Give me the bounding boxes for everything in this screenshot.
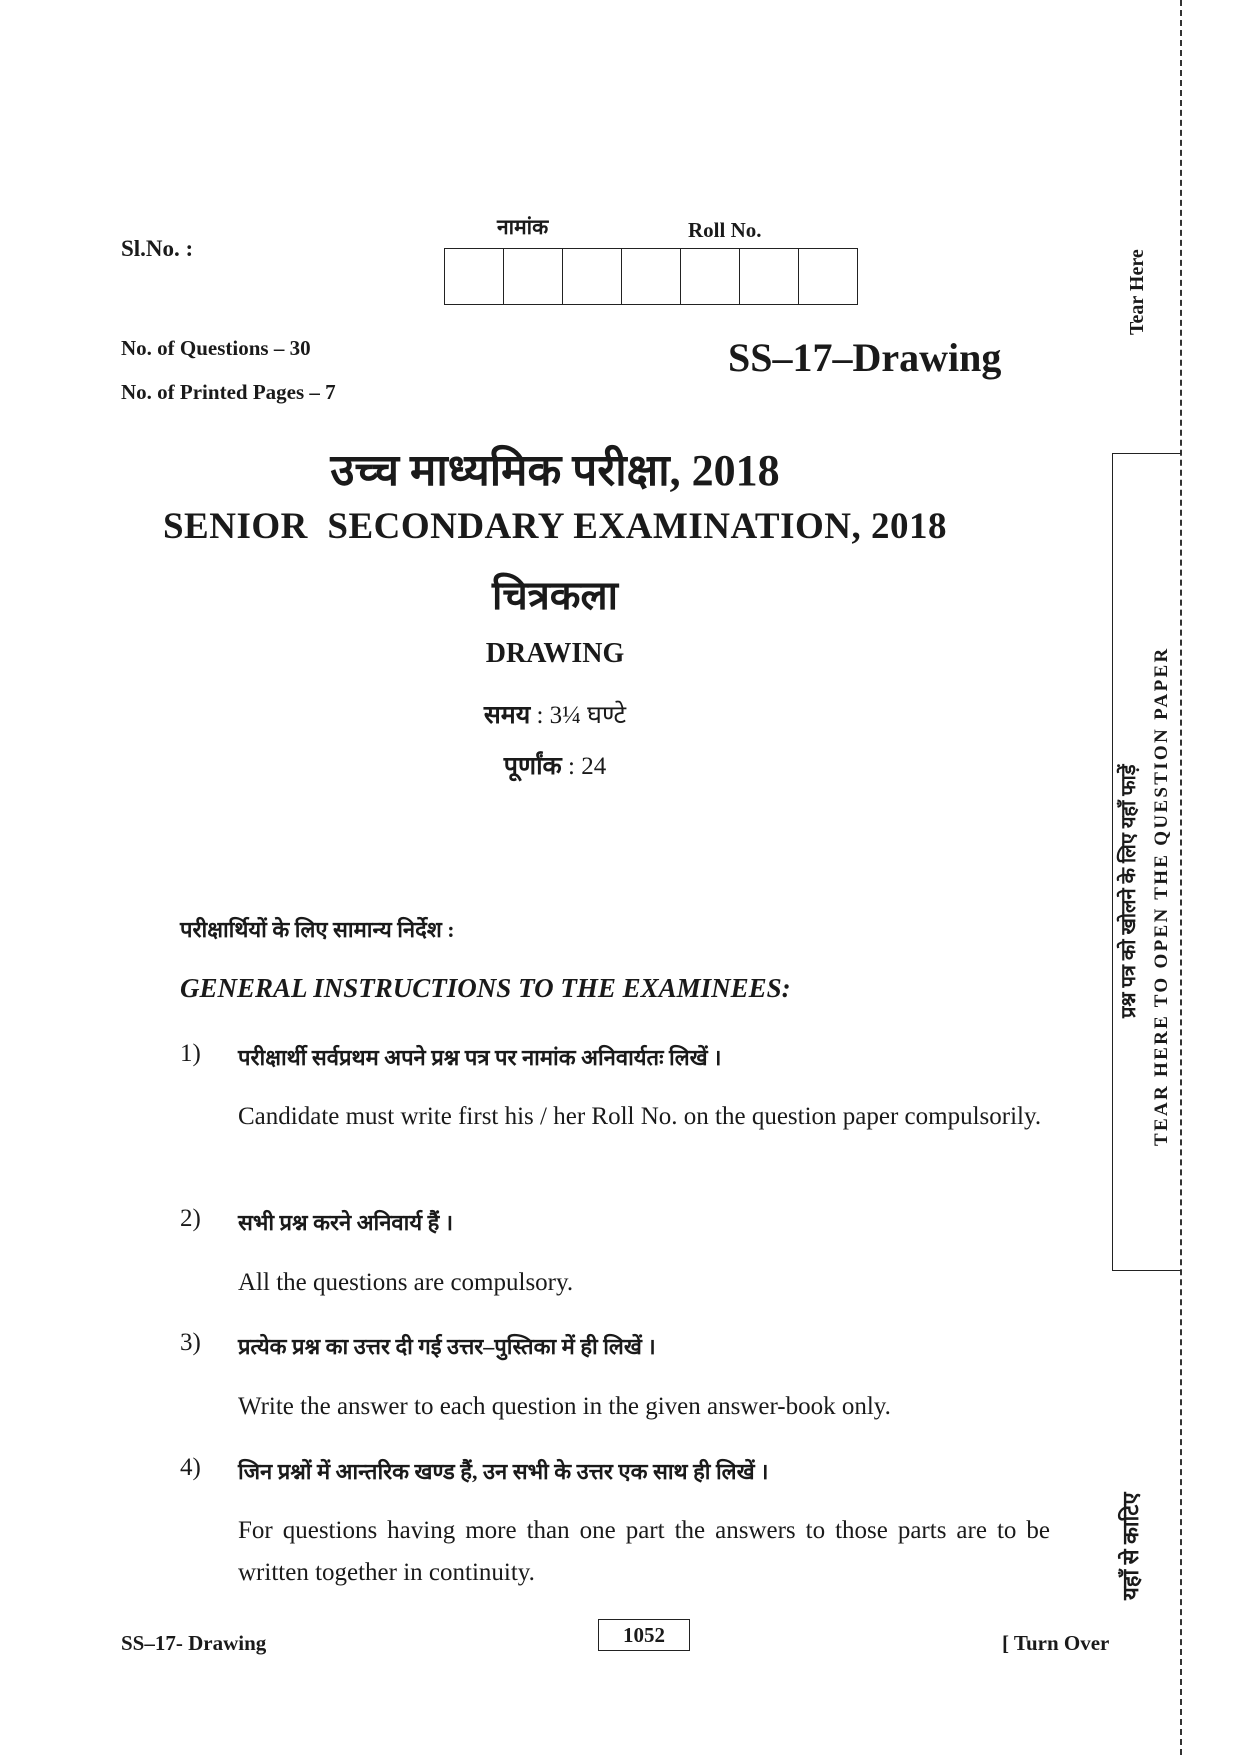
page-code-box: 1052	[598, 1619, 690, 1651]
instruction-number: 4)	[180, 1454, 201, 1481]
roll-digit-box[interactable]	[563, 249, 622, 304]
instructions-heading-hindi: परीक्षार्थियों के लिए सामान्य निर्देश :	[180, 917, 455, 942]
instruction-number: 2)	[180, 1205, 201, 1232]
instruction-english: Write the answer to each question in the given answer-book only.	[238, 1393, 891, 1420]
turn-over-label: [ Turn Over	[1002, 1631, 1110, 1655]
instruction-hindi: परीक्षार्थी सर्वप्रथम अपने प्रश्न पत्र पर नामांक अनिवार्यतः लिखें ।	[238, 1045, 722, 1070]
number-of-printed-pages: No. of Printed Pages – 7	[121, 380, 336, 404]
time-label: समय	[483, 702, 531, 729]
instruction-english: Candidate must write first his / her Roll No. on the question paper compulsorily.	[238, 1103, 1042, 1130]
roll-digit-box[interactable]	[740, 249, 799, 304]
instructions-heading-english: GENERAL INSTRUCTIONS TO THE EXAMINEES:	[180, 973, 791, 1003]
roll-digit-box[interactable]	[622, 249, 681, 304]
instruction-number: 1)	[180, 1040, 201, 1067]
instruction-english: All the questions are compulsory.	[238, 1269, 574, 1296]
instruction-hindi: सभी प्रश्न करने अनिवार्य हैं ।	[238, 1210, 454, 1235]
instruction-english: For questions having more than one part the answers to those parts are to be written together in continuity.	[238, 1517, 1050, 1586]
subject-title-hindi: चित्रकला	[491, 573, 619, 618]
roll-digit-box[interactable]	[445, 249, 504, 304]
exam-title-hindi: उच्च माध्यमिक परीक्षा, 2018	[330, 446, 780, 495]
tear-here-label: Tear Here	[1126, 249, 1148, 335]
roll-number-boxes	[444, 248, 858, 305]
roll-no-label: Roll No.	[688, 218, 762, 242]
marks-label: पूर्णांक	[503, 753, 562, 780]
instruction-hindi: प्रत्येक प्रश्न का उत्तर दी गई उत्तर–पुस्तिका में ही लिखें ।	[238, 1334, 656, 1359]
paper-code: SS–17–Drawing	[728, 335, 1002, 380]
instruction-hindi: जिन प्रश्नों में आन्तरिक खण्ड हैं, उन सभी के उत्तर एक साथ ही लिखें ।	[238, 1459, 769, 1484]
namank-label: नामांक	[497, 215, 549, 239]
instruction-number: 3)	[180, 1329, 201, 1356]
number-of-questions: No. of Questions – 30	[121, 336, 311, 360]
cut-here-label: यहाँ से काटिए	[1118, 1492, 1143, 1600]
tear-instruction-english: TEAR HERE TO OPEN THE QUESTION PAPER	[1151, 646, 1172, 1146]
maximum-marks	[0, 748, 1110, 782]
roll-digit-box[interactable]	[504, 249, 563, 304]
subject-title-english: DRAWING	[485, 638, 625, 669]
tear-instruction-hindi: प्रश्न पत्र को खोलने के लिए यहाँ फाड़ें	[1118, 764, 1140, 1018]
exam-title-english: SENIOR SECONDARY EXAMINATION, 2018	[162, 506, 948, 547]
time-value: : 3¼ घण्टे	[530, 702, 627, 729]
roll-digit-box[interactable]	[799, 249, 857, 304]
time-allowed	[0, 697, 1110, 731]
footer-paper-code: SS–17- Drawing	[121, 1631, 267, 1655]
marks-value: : 24	[561, 753, 607, 780]
roll-digit-box[interactable]	[681, 249, 740, 304]
serial-number-label: Sl.No. :	[121, 236, 194, 261]
